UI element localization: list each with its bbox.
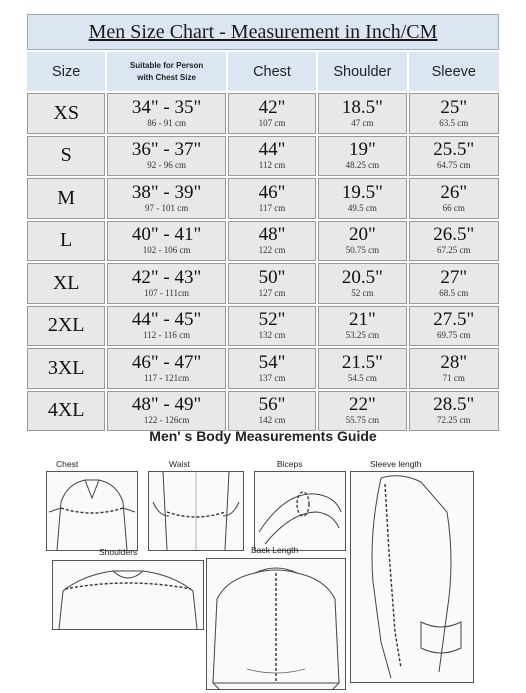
biceps-illustration [255, 472, 345, 550]
chest-cm: 132 cm [258, 330, 286, 341]
sleeve-inch: 25.5" [433, 139, 475, 161]
sleeve-cell [409, 391, 499, 432]
shoulder-inch: 19" [349, 139, 376, 161]
range-cm: 117 - 121cm [143, 372, 190, 383]
sleeve-cell [409, 306, 499, 347]
chest-cm: 117 cm [258, 202, 286, 213]
suitable-cell [107, 221, 226, 262]
sleeve-inch: 27.5" [433, 309, 475, 331]
range-cm: 97 - 101 cm [144, 202, 189, 213]
chest-cell [228, 178, 316, 219]
shoulder-inch: 22" [349, 394, 376, 416]
shoulder-inch: 18.5" [341, 96, 383, 118]
sleeve-cm: 63.5 cm [439, 117, 469, 128]
sleeve-inch: 25" [440, 96, 468, 118]
header-row [27, 52, 499, 91]
table-row [27, 136, 499, 177]
sleeve-cm: 72.25 cm [437, 415, 471, 426]
shoulder-cm: 54.5 cm [347, 372, 377, 383]
header-sleeve: Sleeve [409, 52, 499, 91]
suitable-cell [107, 306, 226, 347]
shoulder-cm: 52 cm [351, 287, 374, 298]
range-inch: 38" - 39" [131, 181, 202, 203]
size-value: 4XL [47, 399, 85, 422]
shoulder-cell [318, 263, 406, 304]
shoulder-inch: 21" [349, 309, 376, 331]
chest-cell [228, 391, 316, 432]
size-cell [27, 391, 105, 432]
chest-cell [228, 348, 316, 389]
size-table [25, 12, 501, 433]
suitable-cell [107, 348, 226, 389]
shoulder-cell [318, 93, 406, 134]
suitable-cell [107, 93, 226, 134]
panel-back-length [206, 558, 346, 690]
size-cell [27, 178, 105, 219]
guide-title: Men' s Body Measurements Guide [149, 428, 377, 444]
shoulder-cm: 50.75 cm [345, 245, 380, 256]
size-value: L [60, 229, 73, 252]
sleeve-cm: 64.75 cm [437, 160, 471, 171]
range-inch: 48" - 49" [131, 394, 202, 416]
shoulders-illustration [53, 561, 203, 629]
chest-cm: 137 cm [258, 372, 286, 383]
label-shoulders: Shoulders [99, 547, 138, 557]
chest-inch: 48" [258, 224, 286, 246]
shoulder-cell [318, 306, 406, 347]
chest-cell [228, 136, 316, 177]
sleeve-cell [409, 263, 499, 304]
sleeve-cell [409, 348, 499, 389]
sleeve-inch: 28.5" [433, 394, 475, 416]
range-cm: 122 - 126cm [143, 415, 190, 426]
table-row [27, 348, 499, 389]
size-value: XS [53, 101, 79, 124]
chest-inch: 50" [258, 266, 286, 288]
sleeve-inch: 27" [440, 266, 468, 288]
panel-waist [148, 471, 244, 551]
range-inch: 36" - 37" [131, 139, 202, 161]
shoulder-cm: 53.25 cm [345, 330, 380, 341]
measurements-guide [44, 428, 482, 691]
size-value: S [60, 144, 72, 167]
shoulder-cell [318, 391, 406, 432]
chest-inch: 56" [258, 394, 286, 416]
size-value: 3XL [47, 356, 85, 379]
sleeve-cm: 71 cm [442, 372, 465, 383]
chart-title-cell [27, 14, 499, 50]
chest-inch: 46" [258, 181, 286, 203]
chest-cm: 122 cm [258, 245, 286, 256]
header-suitable-line1: Suitable for Person [129, 60, 204, 70]
header-size: Size [27, 52, 105, 91]
size-cell [27, 263, 105, 304]
header-shoulder: Shoulder [318, 52, 406, 91]
range-cm: 102 - 106 cm [142, 245, 191, 256]
shoulder-cm: 47 cm [351, 117, 374, 128]
size-cell [27, 136, 105, 177]
shoulder-inch: 20.5" [341, 266, 383, 288]
chest-inch: 44" [258, 139, 286, 161]
size-value: 2XL [47, 314, 85, 337]
table-row [27, 263, 499, 304]
sleeve-cm: 67.25 cm [437, 245, 471, 256]
label-waist: Waist [169, 459, 190, 469]
chest-cm: 112 cm [258, 160, 286, 171]
sleeve-cm: 69.75 cm [437, 330, 471, 341]
header-suitable-line2: with Chest Size [137, 72, 196, 82]
panel-chest [46, 471, 138, 551]
panel-shoulders [52, 560, 204, 630]
panel-sleeve-length [350, 471, 474, 683]
header-chest: Chest [228, 52, 316, 91]
chart-title: Men Size Chart - Measurement in Inch/CM [88, 20, 438, 43]
range-inch: 46" - 47" [131, 351, 202, 373]
size-cell [27, 348, 105, 389]
chest-cell [228, 221, 316, 262]
range-cm: 107 - 111cm [144, 287, 189, 298]
size-value: M [57, 186, 76, 209]
range-cm: 112 - 116 cm [143, 330, 191, 341]
sleeve-cm: 68.5 cm [439, 287, 469, 298]
suitable-cell [107, 263, 226, 304]
shoulder-inch: 21.5" [341, 351, 383, 373]
shoulder-cm: 48.25 cm [345, 160, 380, 171]
size-cell [27, 306, 105, 347]
range-inch: 42" - 43" [131, 266, 202, 288]
suitable-cell [107, 178, 226, 219]
header-suitable [107, 52, 226, 91]
range-inch: 40" - 41" [131, 224, 202, 246]
shoulder-inch: 20" [349, 224, 376, 246]
range-cm: 92 - 96 cm [147, 160, 186, 171]
size-cell [27, 221, 105, 262]
table-row [27, 93, 499, 134]
chest-inch: 42" [258, 96, 286, 118]
sleeve-cell [409, 93, 499, 134]
sleeve-inch: 28" [440, 351, 468, 373]
shoulder-cell [318, 136, 406, 177]
range-cm: 86 - 91 cm [147, 117, 186, 128]
label-back-length: Back Length [251, 545, 299, 555]
size-value: XL [52, 271, 80, 294]
chest-cell [228, 93, 316, 134]
shoulder-cell [318, 221, 406, 262]
size-cell [27, 93, 105, 134]
sleeve-cell [409, 136, 499, 177]
shoulder-cm: 55.75 cm [345, 415, 380, 426]
size-chart [25, 12, 501, 426]
shoulder-cell [318, 178, 406, 219]
chest-cm: 107 cm [258, 117, 286, 128]
chest-cell [228, 263, 316, 304]
sleeve-cell [409, 221, 499, 262]
label-sleeve-length: Sleeve length [370, 459, 422, 469]
sleeve-cell [409, 178, 499, 219]
suitable-cell [107, 391, 226, 432]
back-length-illustration [207, 559, 345, 689]
shoulder-inch: 19.5" [341, 181, 383, 203]
range-inch: 44" - 45" [131, 309, 202, 331]
label-biceps: Biceps [277, 459, 303, 469]
shoulder-cm: 49.5 cm [347, 202, 377, 213]
chest-cm: 142 cm [258, 415, 286, 426]
chest-illustration [47, 472, 137, 550]
table-row [27, 306, 499, 347]
chest-cell [228, 306, 316, 347]
shoulder-cell [318, 348, 406, 389]
sleeve-inch: 26" [440, 181, 468, 203]
chest-cm: 127 cm [258, 287, 286, 298]
table-row [27, 391, 499, 432]
table-row [27, 221, 499, 262]
chest-inch: 54" [258, 351, 286, 373]
table-row [27, 178, 499, 219]
range-inch: 34" - 35" [131, 96, 202, 118]
sleeve-illustration [351, 472, 473, 682]
label-chest: Chest [56, 459, 79, 469]
sleeve-cm: 66 cm [442, 202, 465, 213]
chest-inch: 52" [258, 309, 286, 331]
sleeve-inch: 26.5" [433, 224, 475, 246]
suitable-cell [107, 136, 226, 177]
panel-biceps [254, 471, 346, 551]
waist-illustration [149, 472, 243, 550]
